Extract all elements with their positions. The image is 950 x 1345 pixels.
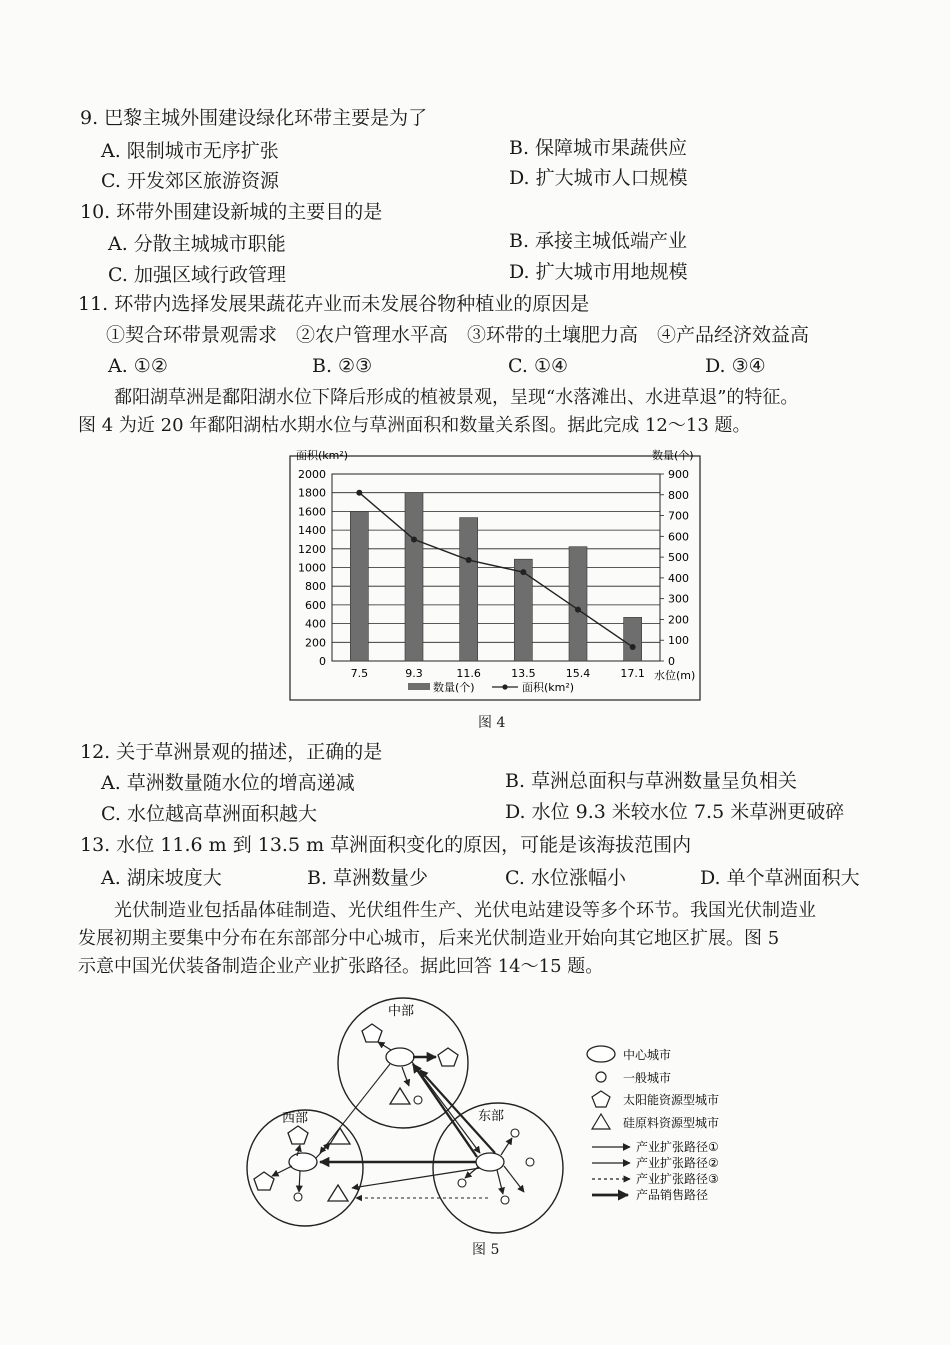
legend-general-city-symbol <box>596 1072 606 1082</box>
left-tick-label: 1400 <box>298 524 326 538</box>
x-tick-label: 11.6 <box>456 667 481 680</box>
west-general-city <box>294 1193 302 1201</box>
q13-option-a: A. 湖床坡度大 <box>101 867 222 889</box>
left-axis-title: 面积(km²) <box>296 449 349 462</box>
right-tick-label: 300 <box>668 592 689 606</box>
central-hub-city <box>386 1048 414 1066</box>
central-solar-city-2 <box>438 1048 458 1066</box>
q12-option-a: A. 草洲数量随水位的增高递减 <box>101 772 355 794</box>
q11-option-a: A. ①② <box>108 355 168 377</box>
x-axis-title: 水位(m) <box>654 669 696 682</box>
right-tick-label: 100 <box>668 634 689 648</box>
legend-hub-city-label: 中心城市 <box>623 1048 672 1062</box>
legend-line-label: 面积(km²) <box>522 681 575 694</box>
q11-stem: 11. 环带内选择发展果蔬花卉业而未发展谷物种植业的原因是 <box>78 293 590 315</box>
right-tick-label: 200 <box>668 613 689 627</box>
right-tick-label: 500 <box>668 551 689 565</box>
q9-stem: 9. 巴黎主城外围建设绿化环带主要是为了 <box>80 107 428 129</box>
figure-4-chart <box>286 446 706 702</box>
q10-option-b: B. 承接主城低端产业 <box>509 230 688 252</box>
q11-option-c: C. ①④ <box>508 355 569 377</box>
area-point <box>630 644 636 650</box>
figure-4-caption: 图 4 <box>478 715 506 731</box>
area-point <box>356 490 362 496</box>
bar-count <box>405 493 423 661</box>
bar-count <box>624 617 642 661</box>
central-region-label: 中部 <box>388 1004 415 1019</box>
x-tick-label: 9.3 <box>405 667 423 680</box>
area-point <box>466 557 472 563</box>
east-general-city-3 <box>458 1179 466 1187</box>
q12-option-c: C. 水位越高草洲面积越大 <box>101 803 317 825</box>
q10-option-d: D. 扩大城市用地规模 <box>509 261 688 283</box>
passage-pv-line2: 发展初期主要集中分布在东部部分中心城市，后来光伏制造业开始向其它地区扩展。图 5 <box>78 928 780 949</box>
left-tick-label: 1000 <box>298 561 326 575</box>
legend-solar-city-label: 太阳能资源型城市 <box>623 1093 720 1107</box>
area-point <box>520 569 526 575</box>
west-hub-city <box>289 1153 317 1171</box>
left-tick-label: 800 <box>305 580 326 594</box>
west-silicon-city-2 <box>328 1185 348 1201</box>
q10-option-c: C. 加强区域行政管理 <box>108 264 286 286</box>
passage-pv-line3: 示意中国光伏装备制造企业产业扩张路径。据此回答 14～15 题。 <box>78 956 604 977</box>
q12-stem: 12. 关于草洲景观的描述，正确的是 <box>80 741 383 763</box>
right-axis-title: 数量(个) <box>652 449 694 462</box>
q13-option-c: C. 水位涨幅小 <box>505 867 626 889</box>
q12-option-b: B. 草洲总面积与草洲数量呈负相关 <box>505 770 798 792</box>
central-general-city <box>414 1096 422 1104</box>
q10-option-a: A. 分散主城城市职能 <box>108 233 286 255</box>
x-tick-label: 7.5 <box>350 667 369 680</box>
q11-option-b: B. ②③ <box>312 355 373 377</box>
left-tick-label: 0 <box>319 655 326 668</box>
east-general-city-1 <box>511 1129 519 1137</box>
q9-option-d: D. 扩大城市人口规模 <box>509 167 688 189</box>
q13-stem: 13. 水位 11.6 m 到 13.5 m 草洲面积变化的原因，可能是该海拔范围内 <box>80 834 692 856</box>
left-tick-label: 400 <box>305 617 326 631</box>
bar-count <box>460 518 478 661</box>
left-tick-label: 1200 <box>298 542 326 556</box>
figure-5-diagram <box>240 996 760 1236</box>
legend-silicon-city-symbol <box>592 1114 610 1129</box>
q12-option-d: D. 水位 9.3 米较水位 7.5 米草洲更破碎 <box>505 801 845 823</box>
area-point <box>411 536 417 542</box>
area-point <box>575 607 581 613</box>
left-tick-label: 600 <box>305 598 326 612</box>
q9-option-a: A. 限制城市无序扩张 <box>101 140 279 162</box>
legend-general-city-label: 一般城市 <box>623 1071 672 1085</box>
legend-path-1-label: 产业扩张路径① <box>636 1140 719 1154</box>
west-solar-city-2 <box>254 1172 274 1190</box>
right-tick-label: 600 <box>668 530 689 544</box>
legend-bar-label: 数量(个) <box>433 681 475 694</box>
east-general-city-4 <box>501 1196 509 1204</box>
central-solar-city-1 <box>362 1024 382 1042</box>
bar-count <box>350 511 368 661</box>
east-hub-city <box>476 1153 504 1171</box>
legend-solar-city-symbol <box>592 1091 610 1107</box>
q13-option-b: B. 草洲数量少 <box>307 867 429 889</box>
q11-option-d: D. ③④ <box>705 355 766 377</box>
x-tick-label: 13.5 <box>511 667 536 680</box>
left-tick-label: 2000 <box>298 468 326 481</box>
left-tick-label: 200 <box>305 636 326 650</box>
passage-poyang <box>78 384 918 440</box>
central-silicon-city <box>390 1088 410 1104</box>
q9-option-b: B. 保障城市果蔬供应 <box>509 137 688 159</box>
legend-hub-city-symbol <box>587 1046 615 1062</box>
right-tick-label: 400 <box>668 571 689 585</box>
q13-option-d: D. 单个草洲面积大 <box>700 867 860 889</box>
legend-sales-path-label: 产品销售路径 <box>636 1188 709 1202</box>
left-tick-label: 1600 <box>298 505 326 519</box>
x-tick-label: 15.4 <box>565 667 591 680</box>
right-tick-label: 700 <box>668 509 689 523</box>
right-tick-label: 900 <box>668 468 689 481</box>
figure-5-caption: 图 5 <box>472 1242 500 1258</box>
x-tick-label: 17.1 <box>620 667 645 680</box>
passage-poyang-line2: 图 4 为近 20 年鄱阳湖枯水期水位与草洲面积和数量关系图。据此完成 12～13 题。 <box>78 415 751 436</box>
legend-path-2-label: 产业扩张路径② <box>636 1156 719 1170</box>
right-tick-label: 800 <box>668 488 689 502</box>
east-general-city-2 <box>526 1158 534 1166</box>
legend-silicon-city-label: 硅原料资源型城市 <box>623 1116 720 1130</box>
bar-count <box>569 547 587 661</box>
passage-photovoltaic <box>78 897 918 981</box>
west-region-label: 西部 <box>282 1111 309 1126</box>
legend-path-3-label: 产业扩张路径③ <box>636 1172 719 1186</box>
passage-poyang-line1: 鄱阳湖草洲是鄱阳湖水位下降后形成的植被景观，呈现“水落滩出、水进草退”的特征。 <box>114 387 799 408</box>
east-region-label: 东部 <box>478 1109 505 1124</box>
west-solar-city-1 <box>288 1126 308 1144</box>
legend-bar-swatch <box>408 683 430 690</box>
legend-line-marker <box>502 684 507 689</box>
right-tick-label: 0 <box>668 655 675 668</box>
q11-items: ①契合环带景观需求 ②农户管理水平高 ③环带的土壤肥力高 ④产品经济效益高 <box>106 324 810 346</box>
left-tick-label: 1800 <box>298 486 326 500</box>
passage-pv-line1: 光伏制造业包括晶体硅制造、光伏组件生产、光伏电站建设等多个环节。我国光伏制造业 <box>114 900 816 921</box>
q10-stem: 10. 环带外围建设新城的主要目的是 <box>80 201 383 223</box>
q9-option-c: C. 开发郊区旅游资源 <box>101 170 279 192</box>
